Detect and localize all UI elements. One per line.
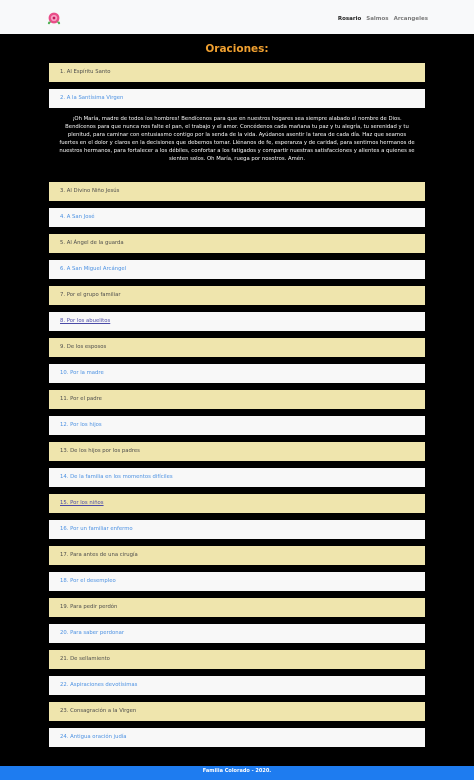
nav-links bbox=[338, 16, 428, 22]
nav-link-arcangeles[interactable]: Arcangeles bbox=[393, 16, 428, 22]
prayer-item[interactable]: 3. Al Divino Niño Jesús bbox=[49, 182, 425, 201]
prayer-item[interactable]: 16. Por un familiar enfermo bbox=[49, 520, 425, 539]
prayer-item[interactable]: 22. Aspiraciones devotísimas bbox=[49, 676, 425, 695]
nav-link-salmos[interactable]: Salmos bbox=[366, 16, 389, 22]
prayer-item[interactable]: 15. Por los niños bbox=[49, 494, 425, 513]
prayer-item[interactable]: 8. Por los abuelitos bbox=[49, 312, 425, 331]
prayer-item[interactable]: 7. Por el grupo familiar bbox=[49, 286, 425, 305]
prayer-item[interactable]: 21. De sellamiento bbox=[49, 650, 425, 669]
prayer-item[interactable]: 11. Por el padre bbox=[49, 390, 425, 409]
prayer-item[interactable]: 20. Para saber perdonar bbox=[49, 624, 425, 643]
footer: Familia Colorado - 2020. bbox=[0, 766, 474, 780]
prayer-item[interactable]: 1. Al Espíritu Santo bbox=[49, 63, 425, 82]
prayer-item[interactable]: 2. A la Santísima Virgen bbox=[49, 89, 425, 108]
prayer-item[interactable]: 6. A San Miguel Arcángel bbox=[49, 260, 425, 279]
nav-link-rosario[interactable]: Rosario bbox=[337, 16, 362, 22]
prayer-item[interactable]: 24. Antigua oración judía bbox=[49, 728, 425, 747]
prayer-item[interactable]: 10. Por la madre bbox=[49, 364, 425, 383]
prayer-item[interactable]: 9. De los esposos bbox=[49, 338, 425, 357]
prayer-item[interactable]: 5. Al Ángel de la guarda bbox=[49, 234, 425, 253]
prayer-item[interactable]: 17. Para antes de una cirugía bbox=[49, 546, 425, 565]
navbar bbox=[0, 0, 474, 34]
prayer-item[interactable]: 4. A San José bbox=[49, 208, 425, 227]
rose-logo-icon[interactable] bbox=[45, 9, 63, 27]
prayer-item[interactable]: 19. Para pedir perdón bbox=[49, 598, 425, 617]
prayer-item[interactable]: 12. Por los hijos bbox=[49, 416, 425, 435]
prayer-item[interactable]: 14. De la familia en los momentos difíciles bbox=[49, 468, 425, 487]
prayer-item[interactable]: 23. Consagración a la Virgen bbox=[49, 702, 425, 721]
prayer-expanded-text: ¡Oh María, madre de todos los hombres! Bendícenos para que en nuestros hogares sea siempre alabado el nombre de Dios. Bendícenos para que nunca nos falte el pan, el trabajo y el amor. Concédenos cada mañana tu paz y tu alegría, tu serenidad y tu plenitud, para caminar con entusiasmo contigo por la senda de la vida. Ayúdanos asentir la tarea de cada día. Haz que seamos fuertes en el dolor y claros en la decisiones que debemos tomar. Llénanos de fe, esperanza y de caridad, para sentirnos hermanos de nuestros hermanos, para fortalecer a los débiles, confortar a los fatigados y compartir nuestras satisfacciones y alientes a quienes se sienten solos. Oh María, ruega por nosotros. Amén. bbox=[59, 116, 415, 162]
prayer-item[interactable]: 13. De los hijos por los padres bbox=[49, 442, 425, 461]
page-title: Oraciones: bbox=[205, 43, 269, 55]
prayer-item[interactable]: 18. Por el desempleo bbox=[49, 572, 425, 591]
